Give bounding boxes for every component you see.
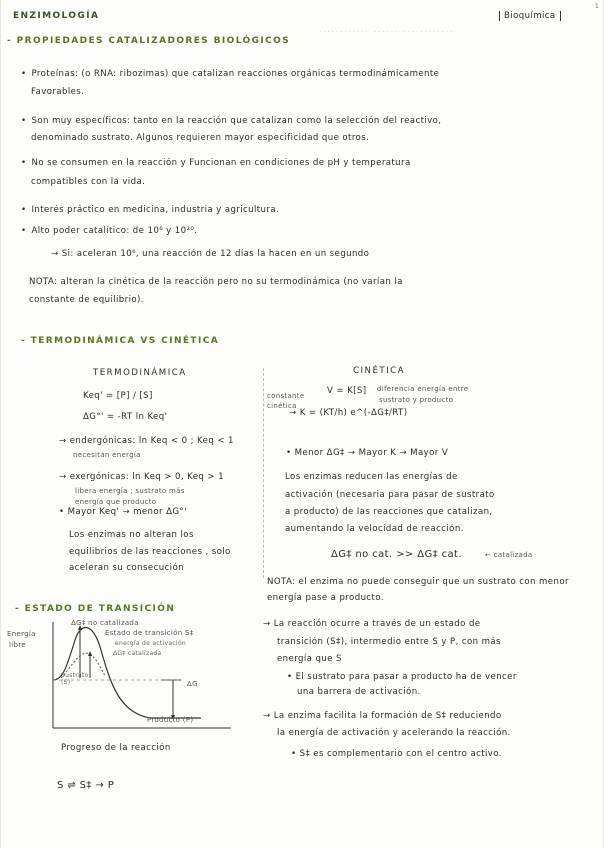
column-divider bbox=[263, 368, 264, 578]
label-activation-energy: energía de activación bbox=[115, 640, 186, 647]
label-transition-state: Estado de transición S‡ bbox=[105, 629, 194, 637]
property-not-consumed-cont: compatibles con la vida. bbox=[31, 177, 146, 187]
property-catalytic: • Alto poder catalítico: de 10⁶ y 10²⁰. bbox=[21, 226, 197, 236]
kinetic-constant-label-cont: cinética bbox=[267, 402, 297, 410]
rate-equation: V = K[S] bbox=[327, 386, 367, 396]
kinetics-para-line1: Los enzimas reducen las energías de bbox=[285, 472, 458, 482]
kinetic-constant-label: constante bbox=[267, 392, 305, 400]
property-proteins: • Proteínas: (o RNA: ribozimas) que catalizan reacciones orgánicas termodinámicamente bbox=[21, 69, 439, 79]
bleed-through-text: ············ ······ ············ bbox=[319, 28, 455, 36]
enzyme-equilibrium-line3: aceleran su consecución bbox=[69, 563, 184, 573]
kinetics-para-line2: activación (necesaria para pasar de sustrato bbox=[285, 490, 495, 500]
transition-para2-line1: → La enzima facilita la formación de S‡ reduciendo bbox=[263, 711, 502, 721]
menor-dg-rule: • Menor ΔG‡ → Mayor K → Mayor V bbox=[286, 448, 449, 458]
endergonic-note: necesitan energía bbox=[73, 451, 141, 459]
transition-para1-line2: transición (S‡), intermedio entre S y P, con más bbox=[277, 637, 501, 647]
endergonic-rule: → endergónicas: ln Keq < 0 ; Keq < 1 bbox=[59, 436, 234, 446]
transition-bullet1-line1: • El sustrato para pasar a producto ha de vencer bbox=[287, 672, 517, 682]
note-substrate: NOTA: el enzima no puede conseguir que un sustrato con menor bbox=[267, 577, 569, 587]
section-heading-properties: - PROPIEDADES CATALIZADORES BIOLÓGICOS bbox=[7, 36, 291, 46]
keq-formula: Keq' = [P] / [S] bbox=[83, 391, 153, 401]
transition-para2-line2: la energía de activación y acelerando la reacción. bbox=[277, 728, 511, 738]
transition-para1-line1: → La reacción ocurre a través de un estado de bbox=[263, 619, 481, 629]
property-not-consumed: • No se consumen en la reacción y Funcionan en condiciones de pH y temperatura bbox=[21, 158, 411, 168]
exergonic-rule: → exergónicas: ln Keq > 0, Keq > 1 bbox=[59, 472, 224, 482]
subject-label: Bioquímica bbox=[499, 11, 561, 21]
exergonic-note-cont: energía que producto bbox=[75, 498, 157, 506]
section-heading-thermo-vs-kinetics: - TERMODINÁMICA VS CINÉTICA bbox=[21, 336, 220, 346]
label-substrate: Sustrato (S) bbox=[61, 672, 89, 686]
enzyme-equilibrium-line1: Los enzimas no alteran los bbox=[69, 530, 194, 540]
page-number: 1 bbox=[595, 3, 600, 10]
thermo-title: TERMODINÁMICA bbox=[93, 368, 187, 378]
y-axis-label: Energía bbox=[7, 630, 36, 638]
kinetics-para-line4: aumentando la velocidad de reacción. bbox=[285, 524, 464, 534]
note-kinetics: NOTA: alteran la cinética de la reacción pero no su termodinámica (no varían la bbox=[29, 277, 403, 287]
dg-comparison-label: ← catalizada bbox=[485, 551, 533, 559]
exergonic-note: libera energía ; sustrato más bbox=[75, 487, 185, 495]
enzyme-equilibrium-line2: equilibrios de las reacciones , solo bbox=[69, 547, 231, 557]
note-kinetics-cont: constante de equilibrio). bbox=[29, 295, 144, 305]
page-title: ENZIMOLOGÍA bbox=[13, 11, 100, 21]
kinetics-para-line3: a producto) de las reacciones que catalizan, bbox=[285, 507, 493, 517]
dg-comparison: ΔG‡ no cat. >> ΔG‡ cat. bbox=[331, 549, 462, 560]
kinetics-title: CINÉTICA bbox=[353, 366, 406, 376]
transition-bullet2: • S‡ es complementario con el centro activo. bbox=[291, 749, 502, 759]
transition-para1-line3: energía que S bbox=[277, 654, 342, 664]
property-catalytic-example: → Si: aceleran 10⁶, una reacción de 12 días la hacen en un segundo bbox=[51, 249, 370, 259]
section-heading-transition-state: - ESTADO DE TRANSICIÓN bbox=[15, 604, 176, 614]
dg-formula: ΔG°' = -RT ln Keq' bbox=[83, 412, 168, 422]
note-substrate-cont: energía pase a producto. bbox=[267, 593, 384, 603]
label-product: Producto (P) bbox=[147, 716, 194, 724]
property-specific-cont: denominado sustrato. Algunos requieren mayor especificidad que otros. bbox=[31, 133, 370, 143]
label-delta-g: ΔG bbox=[187, 680, 198, 688]
y-axis-label-cont: libre bbox=[9, 641, 26, 649]
energy-diff-note-cont: sustrato y producto bbox=[379, 396, 454, 404]
eyring-equation: → K = (KT/h) e^(-ΔG‡/RT) bbox=[289, 408, 408, 418]
transition-bullet1-line2: una barrera de activación. bbox=[297, 687, 421, 697]
reaction-scheme: S ⇌ S‡ → P bbox=[57, 780, 115, 791]
property-interest: • Interés práctico en medicina, industria y agricultura. bbox=[21, 205, 279, 215]
property-specific: • Son muy específicos: tanto en la reacción que catalizan como la selección del reactivo, bbox=[21, 116, 441, 126]
mayor-keq-rule: • Mayor Keq' → menor ΔG°' bbox=[59, 507, 187, 517]
label-uncatalyzed: ΔG‡ no catalizada bbox=[71, 619, 139, 627]
x-axis-label: Progreso de la reacción bbox=[61, 743, 171, 753]
property-proteins-cont: Favorables. bbox=[31, 87, 85, 97]
energy-diff-note: diferencia energía entre bbox=[377, 385, 469, 393]
label-catalyzed: ΔG‡ catalizada bbox=[113, 650, 162, 657]
